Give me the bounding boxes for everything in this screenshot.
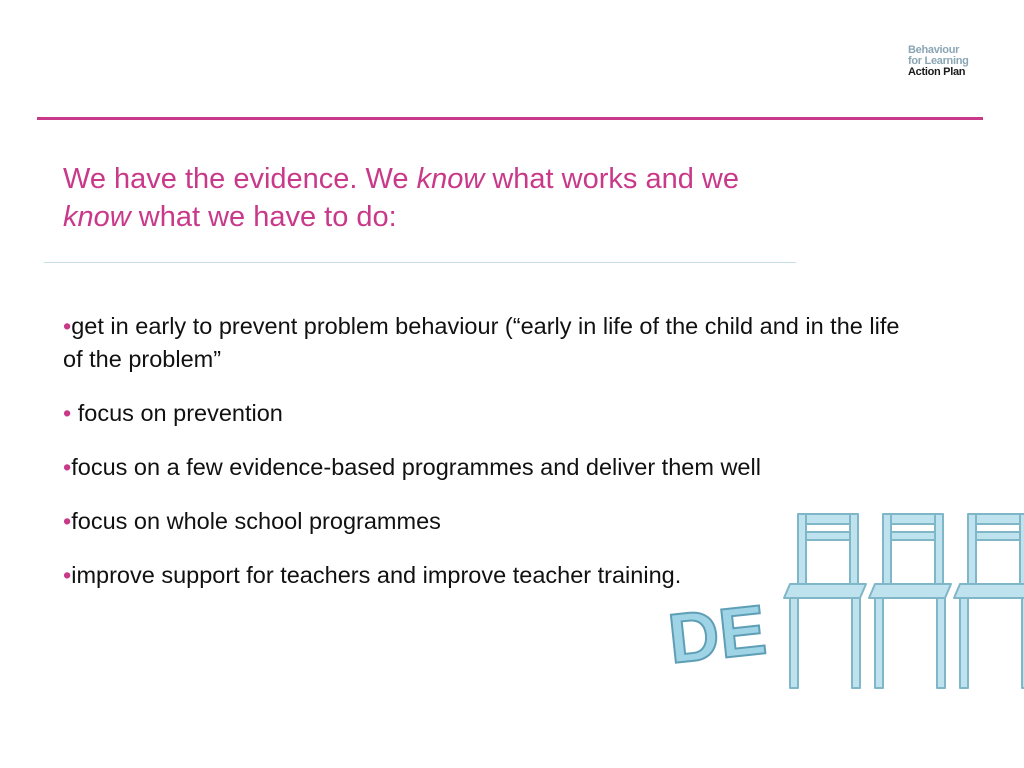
bullet-marker: • [63, 562, 72, 588]
bullet-item [63, 397, 923, 430]
logo-line-1: Behaviour [908, 44, 960, 56]
logo-line-3: Action Plan [908, 66, 966, 78]
header-divider [37, 117, 983, 120]
title-part-1: We have the evidence. We [63, 163, 417, 195]
bullet-item [63, 310, 923, 376]
bullet-marker: • [63, 454, 72, 480]
title-part-2: what works and we [484, 163, 739, 195]
chair-graphic [784, 514, 866, 688]
slide-title [63, 160, 923, 236]
chair-graphic [954, 514, 1024, 688]
bullet-marker: • [63, 313, 72, 339]
bullet-text: improve support for teachers and improve teacher training. [71, 562, 682, 588]
bullet-text: focus on a few evidence-based programmes and deliver them well [71, 454, 761, 480]
chairs-illustration [660, 500, 1024, 710]
bullet-text: focus on whole school programmes [71, 508, 441, 534]
title-emphasis-1: know [416, 163, 485, 195]
brand-logo [908, 45, 969, 78]
bullet-text: get in early to prevent problem behaviour (“early in life of the child and in the life of the problem” [63, 313, 900, 372]
chair-graphic [869, 514, 951, 688]
bullet-marker: • [63, 508, 72, 534]
bullet-item [63, 451, 923, 484]
title-emphasis-2: know [63, 201, 131, 233]
letter-blocks: DE [664, 590, 770, 679]
logo-line-2: for Learning [908, 55, 969, 67]
title-divider [44, 262, 796, 263]
title-part-3: what we have to do: [130, 201, 397, 233]
bullet-text: focus on prevention [71, 400, 283, 426]
bullet-marker: • [63, 400, 72, 426]
